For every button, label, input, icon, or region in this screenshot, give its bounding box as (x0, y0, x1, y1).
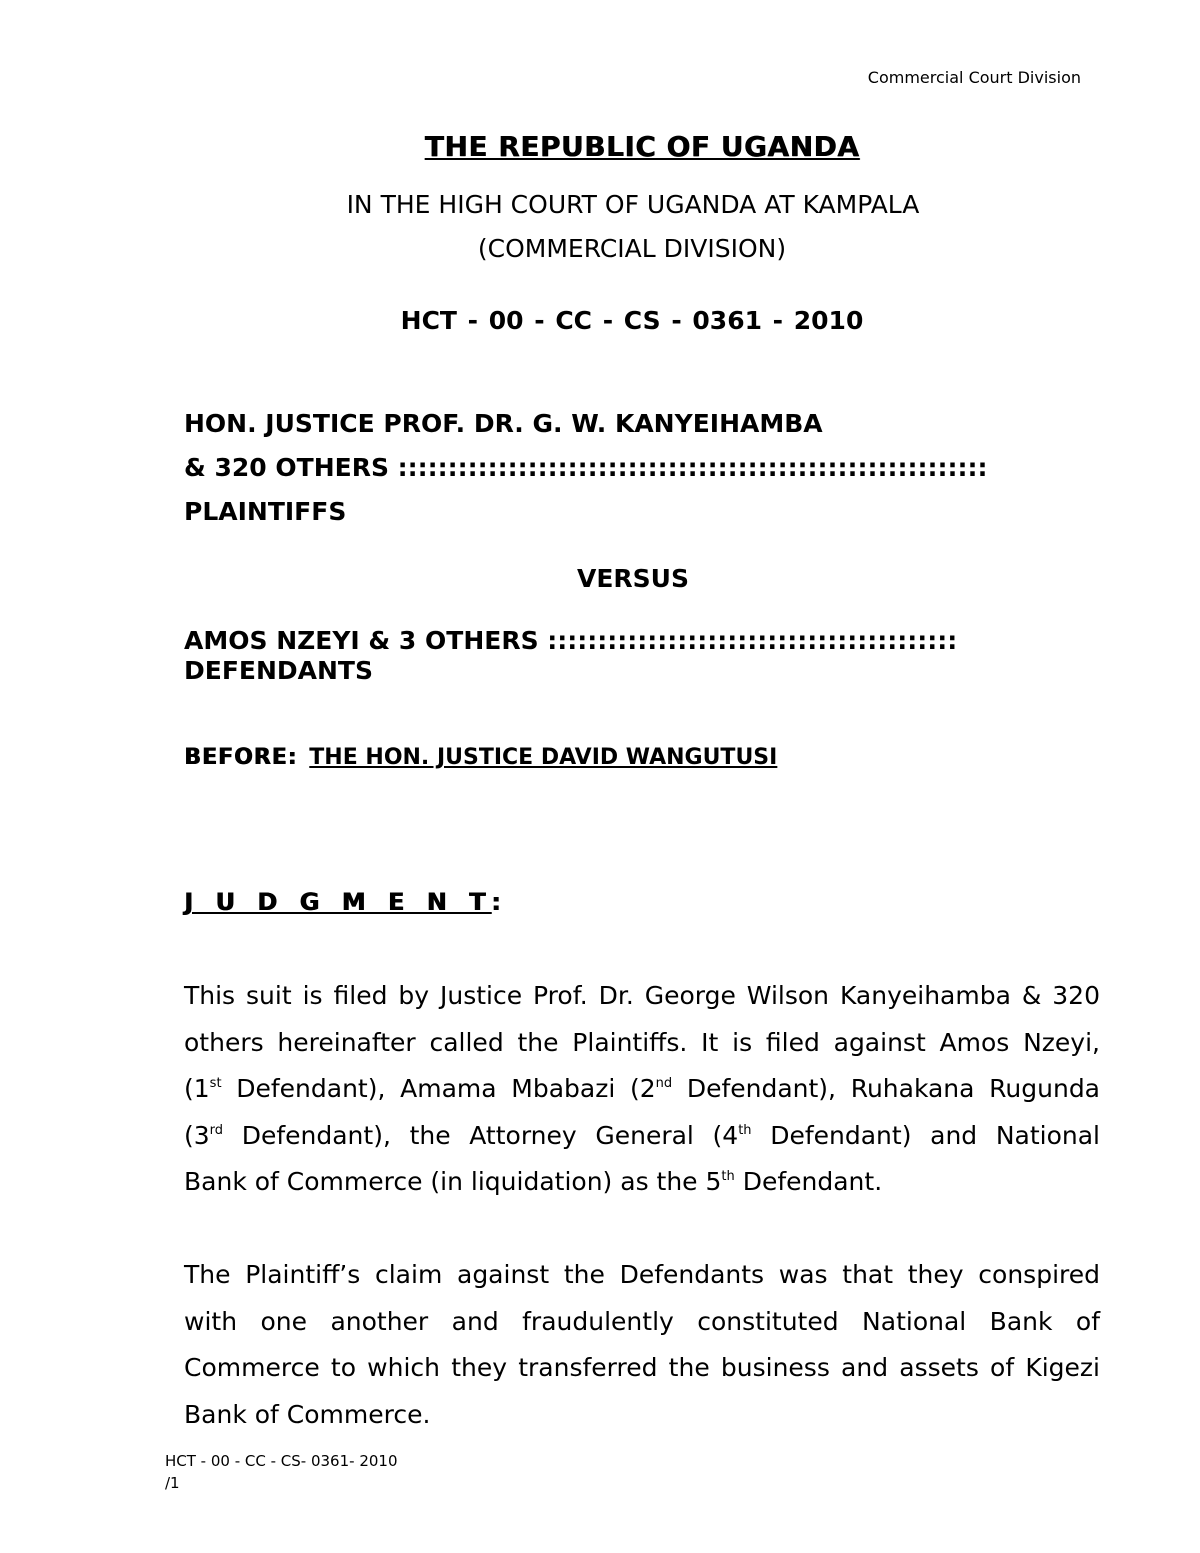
p1-l5-sup: th (721, 1169, 735, 1184)
plaintiff-others: & 320 OTHERS ::::::::::::::::::::::::::::::::::::::::::::::::::::::::::: (184, 453, 988, 482)
p1-l3-part-c: Defendant), Ruhakana Rugunda (672, 1074, 1101, 1103)
p1-l5-part-a: Bank of Commerce (in liquidation) as the 5 (184, 1167, 722, 1196)
before-label: BEFORE: (184, 745, 298, 770)
header-division-note: Commercial Court Division (867, 68, 1081, 87)
before-line (184, 745, 777, 770)
paragraph-2-line-4: Bank of Commerce. (184, 1399, 431, 1429)
p1-l4-part-c: Defendant) and National (751, 1120, 1100, 1150)
paragraph-1-line-1: This suit is filed by Justice Prof. Dr. George Wilson Kanyeihamba & 320 (184, 981, 1100, 1010)
paragraph-2-line-3: Commerce to which they transferred the business and assets of Kigezi (184, 1353, 1100, 1382)
case-number: HCT - 00 - CC - CS - 0361 - 2010 (400, 306, 864, 335)
footer-page-number: /1 (165, 1474, 180, 1492)
judgment-heading-text: J U D G M E N T (184, 888, 491, 916)
paragraph-1-line-3 (184, 1066, 1100, 1113)
paragraph-2-line-2: with one another and fraudulently constituted National Bank of (184, 1306, 1100, 1336)
judgment-colon: : (490, 888, 508, 916)
p1-l3-part-b: Defendant), Amama Mbabazi (2 (221, 1074, 656, 1103)
paragraph-1-line-5 (184, 1159, 1100, 1206)
footer-case-ref: HCT - 00 - CC - CS- 0361- 2010 (165, 1452, 398, 1470)
document-title: THE REPUBLIC OF UGANDA (424, 130, 860, 163)
paragraph-2 (184, 1252, 1100, 1438)
defendant-role: DEFENDANTS (184, 656, 373, 685)
p1-l3-sup-1: st (209, 1076, 222, 1091)
versus-label: VERSUS (577, 564, 689, 593)
p1-l3-part-a: (1 (184, 1074, 210, 1103)
p1-l4-part-b: Defendant), the Attorney General (4 (223, 1120, 739, 1150)
judgment-heading (184, 888, 508, 916)
p1-l5-part-b: Defendant. (734, 1167, 883, 1196)
p1-l3-sup-2: nd (655, 1076, 673, 1091)
paragraph-1-line-2: others hereinafter called the Plaintiffs. It is filed against Amos Nzeyi, (184, 1027, 1100, 1057)
p1-l4-part-a: (3 (184, 1120, 210, 1150)
plaintiff-name: HON. JUSTICE PROF. DR. G. W. KANYEIHAMBA (184, 409, 823, 438)
court-name: IN THE HIGH COURT OF UGANDA AT KAMPALA (346, 190, 920, 219)
paragraph-1 (184, 973, 1100, 1206)
paragraph-2-line-1: The Plaintiff’s claim against the Defendants was that they conspired (184, 1260, 1100, 1289)
judge-name: THE HON. JUSTICE DAVID WANGUTUSI (309, 745, 778, 770)
defendant-name: AMOS NZEYI & 3 OTHERS ::::::::::::::::::::::::::::::::::::::::: (184, 626, 958, 655)
p1-l4-sup-2: th (738, 1122, 752, 1138)
p1-l4-sup-1: rd (209, 1122, 224, 1138)
footer (165, 1450, 398, 1494)
division-name: (COMMERCIAL DIVISION) (477, 234, 787, 263)
paragraph-1-line-4 (184, 1113, 1100, 1160)
plaintiff-role: PLAINTIFFS (184, 497, 347, 526)
